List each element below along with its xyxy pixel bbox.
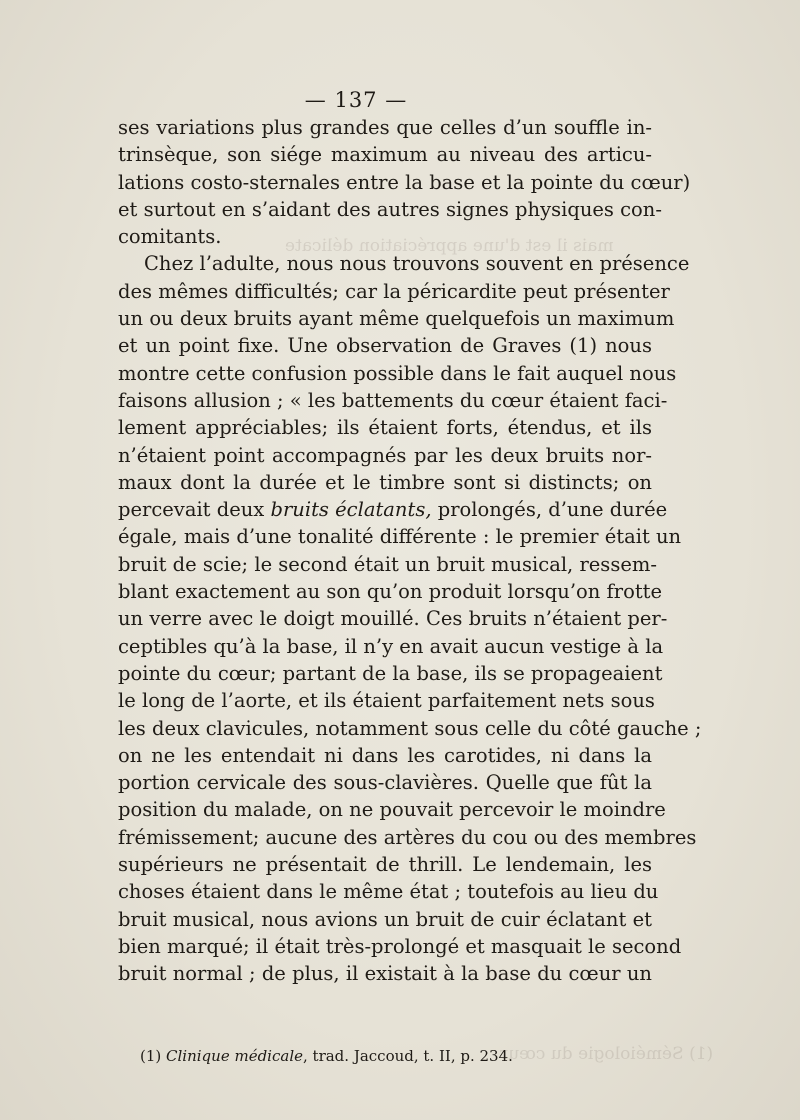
text-line: pointe du cœur; partant de la base, ils se propageaient [118,661,663,685]
text-line: le long de l’aorte, et ils étaient parfaitement nets sous [118,689,655,713]
text-line: les deux clavicules, notamment sous celle du côté gauche ; [118,716,702,740]
body-text [118,114,702,988]
text-line: faisons allusion ; « les battements du cœur étaient faci- [118,388,668,412]
text-line: et un point fixe. Une observation de Graves (1) nous [118,334,652,358]
text-line: position du malade, on ne pouvait percevoir le moindre [118,798,666,822]
italic-segment: bruits éclatants, [270,498,432,522]
text-line: un ou deux bruits ayant même quelquefois un maximum [118,307,675,331]
show-through-footnote: (1) Séméiologie du cœur [500,1044,714,1064]
text-line: bruit normal ; de plus, il existait à la base du cœur un [118,962,652,986]
footnote-marker: (1) [140,1047,162,1065]
text-line: bien marqué; il était très-prolongé et masquait le second [118,934,682,958]
footnote-title: Clinique médicale [166,1047,303,1065]
text-line: bruit de scie; le second était un bruit musical, ressem- [118,552,657,576]
text-line: égale, mais d’une tonalité différente : le premier était un [118,525,682,549]
text-line: maux dont la durée et le timbre sont si distincts; on [118,470,652,494]
text-line: bruit musical, nous avions un bruit de cuir éclatant et [118,907,652,931]
text-line: et surtout en s’aidant des autres signes physiques con- [118,197,662,221]
text-line: Chez l’adulte, nous nous trouvons souvent en présence [144,252,690,276]
text-line: trinsèque, son siége maximum au niveau des articu- [118,143,652,167]
text-line: frémissement; aucune des artères du cou ou des membres [118,825,697,849]
text-line: on ne les entendait ni dans les carotides, ni dans la [118,743,652,767]
show-through-text: mais il est d'une appréciation délicate [285,236,614,256]
text-line: un verre avec le doigt mouillé. Ces bruits n’étaient per- [118,607,668,631]
text-line: montre cette confusion possible dans le fait auquel nous [118,361,677,385]
text-line: ceptibles qu’à la base, il n’y en avait aucun vestige à la [118,634,664,658]
text-line: choses étaient dans le même état ; toutefois au lieu du [118,880,659,904]
footnote [140,1046,513,1066]
text-line: lement appréciables; ils étaient forts, étendus, et ils [118,416,652,440]
text-line [118,496,668,523]
page-number: — 137 — [304,88,408,112]
text-line: des mêmes difficultés; car la péricardite peut présenter [118,279,670,303]
text-segment: percevait deux [118,498,271,522]
text-line: ses variations plus grandes que celles d’un souffle in- [118,116,652,139]
text-line: supérieurs ne présentait de thrill. Le lendemain, les [118,853,652,877]
text-line: comitants. [118,225,222,249]
text-line: n’étaient point accompagnés par les deux bruits nor- [118,443,652,467]
text-line: lations costo-sternales entre la base et la pointe du cœur) [118,170,691,194]
footnote-reference: , trad. Jaccoud, t. II, p. 234. [303,1047,513,1065]
text-line: portion cervicale des sous-clavières. Quelle que fût la [118,771,652,795]
text-line: blant exactement au son qu’on produit lorsqu’on frotte [118,580,663,604]
text-segment: prolongés, d’une durée [431,498,668,522]
